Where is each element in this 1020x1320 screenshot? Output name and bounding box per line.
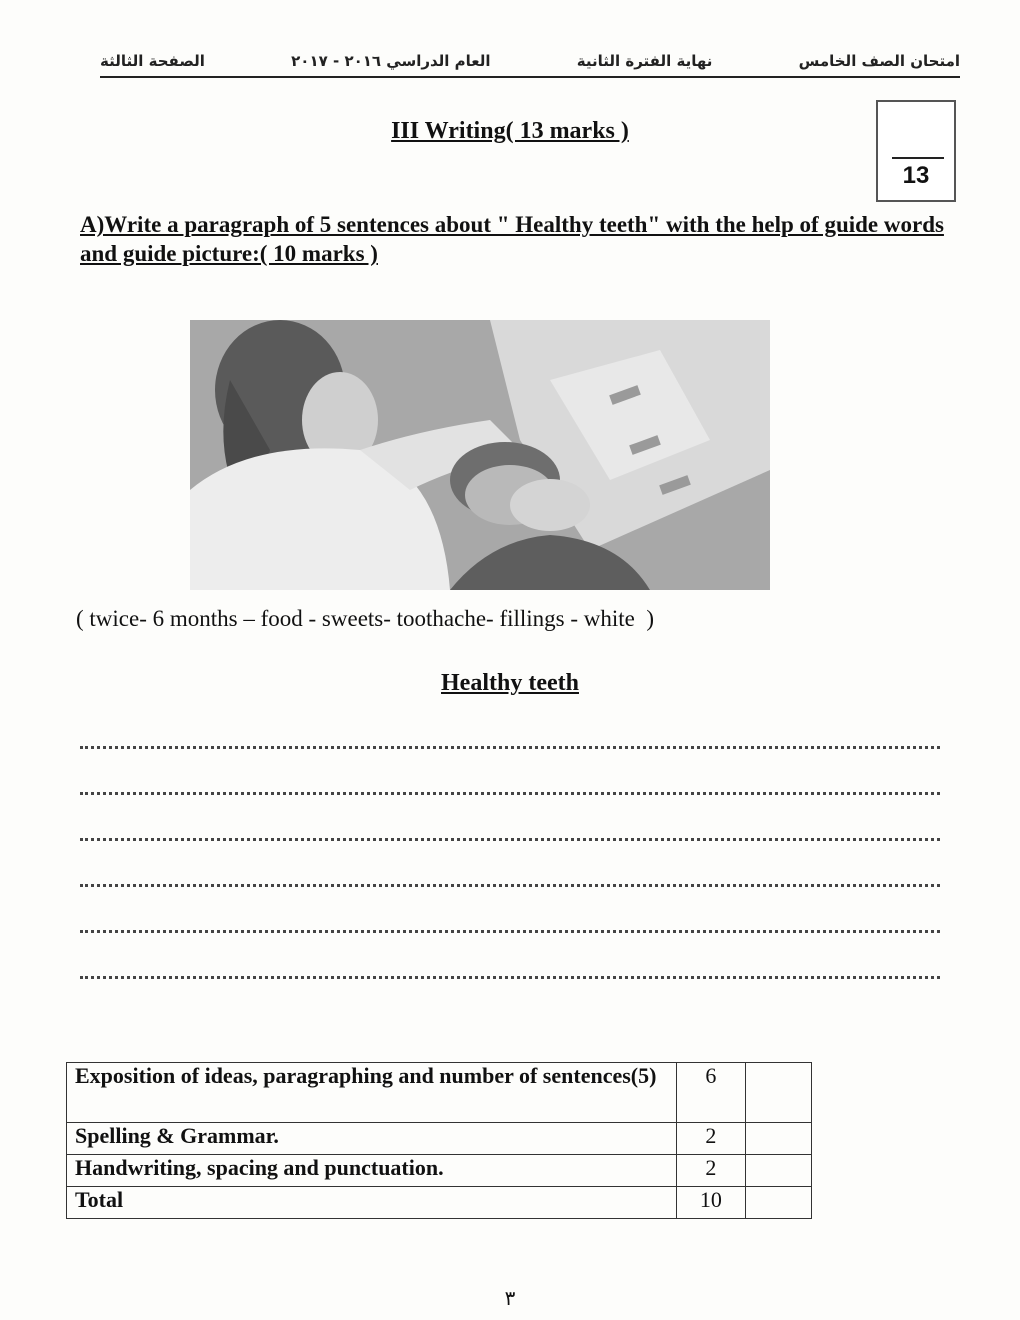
guide-picture: [190, 320, 770, 590]
score-box: [876, 100, 956, 202]
answer-line-2[interactable]: [80, 790, 940, 795]
answer-line-3[interactable]: [80, 836, 940, 841]
rubric-criterion: Handwriting, spacing and punctuation.: [67, 1155, 677, 1187]
page-number: ٣: [504, 1286, 516, 1310]
rubric-score-cell[interactable]: [745, 1187, 811, 1219]
rubric-row: [67, 1063, 812, 1123]
dentist-photo-illustration: [190, 320, 770, 590]
header-exam-name: امتحان الصف الخامس: [798, 52, 960, 70]
rubric-marks: 10: [677, 1187, 745, 1219]
rubric-criterion: Total: [67, 1187, 677, 1219]
header-divider: [100, 76, 960, 78]
header-page: الصفحة الثالثة: [100, 52, 205, 70]
header-term: نهاية الفترة الثانية: [576, 52, 713, 70]
rubric-row: [67, 1155, 812, 1187]
rubric-marks: 2: [677, 1123, 745, 1155]
rubric-score-cell[interactable]: [745, 1123, 811, 1155]
rubric-criterion: Spelling & Grammar.: [67, 1123, 677, 1155]
answer-line-5[interactable]: [80, 928, 940, 933]
rubric-criterion: Exposition of ideas, paragraphing and number of sentences(5): [67, 1063, 677, 1123]
rubric-row: [67, 1187, 812, 1219]
answer-line-6[interactable]: [80, 974, 940, 979]
paragraph-title: Healthy teeth: [441, 670, 579, 696]
score-fraction-line: [892, 157, 944, 159]
guide-words: ( twice- 6 months – food - sweets- toothache- fillings - white ): [76, 606, 655, 631]
header-year: العام الدراسي ٢٠١٦ - ٢٠١٧: [291, 52, 491, 70]
answer-line-1[interactable]: [80, 744, 940, 749]
rubric-score-cell[interactable]: [745, 1155, 811, 1187]
task-instruction: A)Write a paragraph of 5 sentences about " Healthy teeth" with the help of guide words and guide picture:( 10 marks ): [80, 212, 944, 266]
rubric-marks: 6: [677, 1063, 745, 1123]
marking-rubric: [66, 1062, 812, 1219]
exam-header: [100, 52, 960, 76]
score-total: 13: [902, 162, 930, 189]
section-title: III Writing( 13 marks ): [391, 118, 629, 144]
rubric-score-cell[interactable]: [745, 1063, 811, 1123]
rubric-marks: 2: [677, 1155, 745, 1187]
answer-line-4[interactable]: [80, 882, 940, 887]
rubric-row: [67, 1123, 812, 1155]
